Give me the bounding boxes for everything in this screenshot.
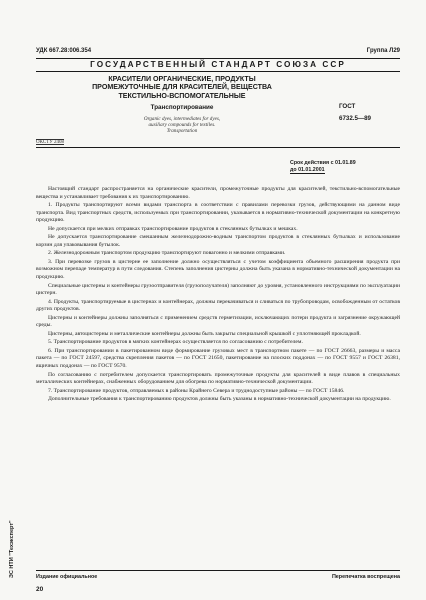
body-paragraph: Не допускается при мелких отправках транспортирование продуктов в стеклянных бутылках и мешках.	[48, 225, 298, 232]
body-paragraph: Дополнительные требования к транспортированию продуктов должны быть указаны в нормативно-технической документации на продукцию.	[48, 396, 391, 403]
body-paragraph: Цистерны, автоцистерны и металлические контейнеры должны быть закрыты специальной крышкой с уплотняющей прокладкой.	[48, 330, 361, 337]
title-line-3: ТЕКСТИЛЬНО-ВСПОМОГАТЕЛЬНЫЕ	[118, 91, 246, 100]
body-paragraph: Настоящий стандарт распространяется на органические красители, промежуточные продукты для красителей, текстильно-вспомогательные вещества и устанавливает требования к их транспортированию.	[36, 186, 400, 200]
body-paragraph: Не допускается транспортирование смешанным железнодорожно-водным транспортом продуктов в стеклянных бутылках и использование корзин для упаковывания бутылок.	[36, 234, 400, 248]
body-paragraph: 4. Продукты, транспортируемые в цистернах и контейнерах, должны перекачиваться и сливаться по трубопроводам, освобожденным от остатков других продуктов.	[36, 298, 400, 313]
document-body	[36, 186, 400, 405]
validity-to-text: до 01.01.2001	[290, 167, 325, 174]
page-number: 20	[36, 586, 44, 593]
side-margin-label: ЭС НТИ "Техэксперт"	[9, 520, 15, 578]
validity-period	[290, 160, 400, 175]
document-subtitle: Транспортирование	[150, 104, 214, 111]
body-paragraph: 3. При перевозке грузов в цистерне ее заполнение должно осуществляться с учетом коэффициента объемного расширения продукта при возможном перепаде температур в пути следования. Степень заполнения цистерны должна быть указана в нормативно-технической документации на продукцию.	[36, 258, 400, 281]
group-code: Группа Л29	[366, 48, 400, 54]
body-paragraph: 5. Транспортирование продуктов в мягких контейнерах осуществляется по согласованию с потребителем.	[48, 339, 303, 346]
body-paragraph: 1. Продукты транспортируют всеми видами транспорта в соответствии с правилами перевозки грузов, действующими на данном виде транспорта. Вид транспортных средств, используемых при транспортировании, указывается в нормативно-технической документации на конкретную продукцию.	[36, 202, 400, 224]
title-line-1: КРАСИТЕЛИ ОРГАНИЧЕСКИЕ, ПРОДУКТЫ	[108, 75, 256, 83]
body-paragraph: Цистерны и контейнеры должны заполняться с применением средств герметизации, исключающих потери продукта и загрязнение окружающей среды.	[36, 314, 400, 329]
okstu-code: ОКСТУ 2408	[36, 140, 65, 145]
body-paragraph: 2. Железнодорожным транспортом продукцию транспортируют повагонно и мелкими отправками.	[48, 250, 286, 257]
document-title	[62, 75, 302, 100]
english-title-line-1: Organic dyes, intermediates for dyes,	[143, 116, 221, 122]
english-title	[62, 116, 302, 134]
body-paragraph: Специальные цистерны и контейнеры грузоотправителя (грузополучателя) заполняют до уровня, установленного инструкциями по эксплуатации цистерн.	[36, 282, 400, 297]
standard-number: 6732.5—89	[339, 115, 371, 122]
footer-reprint-prohibited: Перепечатка воспрещена	[331, 574, 400, 580]
side-margin-text	[6, 498, 16, 578]
standard-banner: ГОСУДАРСТВЕННЫЙ СТАНДАРТ СОЮЗА ССР	[36, 58, 400, 72]
udk-code: УДК 667.28:006.354	[36, 48, 92, 54]
footer-official-edition: Издание официальное	[36, 574, 98, 580]
footer-divider	[36, 570, 400, 571]
standard-code	[339, 101, 371, 125]
body-paragraph: 7. Транспортирование продуктов, отправляемых в районы Крайнего Севера и труднодоступные районы — по ГОСТ 15846.	[48, 387, 345, 394]
validity-from: Срок действия с 01.01.89	[290, 160, 356, 166]
standard-label: ГОСТ	[339, 103, 356, 110]
header-divider	[36, 147, 400, 148]
english-title-line-3: Transportation	[166, 128, 198, 134]
body-paragraph: По согласованию с потребителем допускается транспортировать промежуточные продукты для красителей в виде плавов в специальных металлических контейнерах, снабженных оборудованием для обогрева по нормативно-технической документации.	[36, 371, 400, 386]
title-line-2: ПРОМЕЖУТОЧНЫЕ ДЛЯ КРАСИТЕЛЕЙ, ВЕЩЕСТВА	[92, 83, 272, 92]
body-paragraph: 6. При транспортировании в пакетированном виде формирование грузовых мест в транспортном пакете — по ГОСТ 26663, размеры и масса пакета — по ГОСТ 24597, средства скрепления пакетов — по ГОСТ 21650, пакетирование на плоских поддонах — по ГОСТ 9557 и ГОСТ 26381, ящичных поддонах — по ГОСТ 9570.	[36, 347, 400, 370]
validity-to	[290, 167, 400, 174]
english-title-line-2: auxiliary compounds for textiles.	[148, 122, 216, 128]
